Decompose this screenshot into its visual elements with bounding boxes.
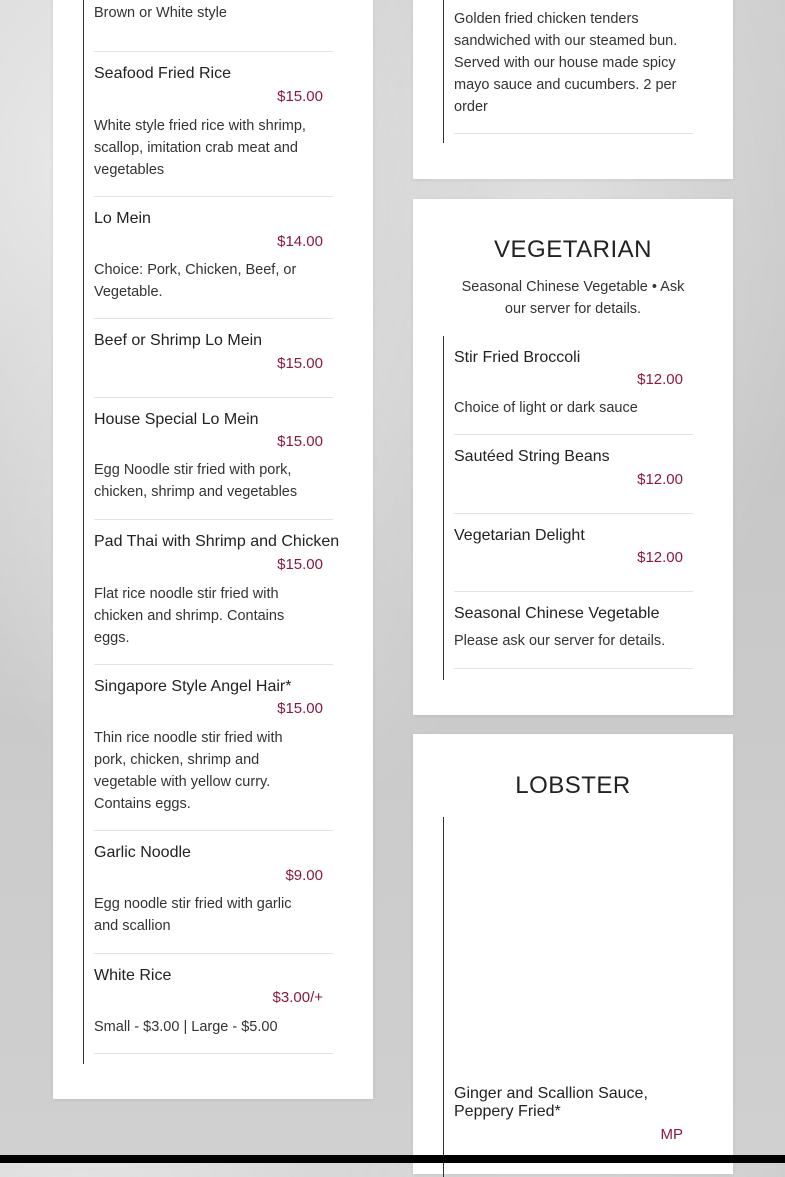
item-price: $15.00 [277, 433, 323, 450]
item-price: $15.00 [277, 556, 323, 573]
list-item [94, 830, 333, 954]
item-desc: Golden fried chicken tenders sandwiched with our steamed bun. Served with our house made spicy mayo sauce and cucumbers. 2 per order [454, 11, 678, 115]
item-price: $12.00 [637, 549, 683, 566]
item-name: House Special Lo Mein [94, 411, 259, 428]
list-item [454, 513, 693, 592]
lobster-card [413, 734, 733, 1174]
section-subtitle: Seasonal Chinese Vegetable • Ask our server for details. [461, 279, 685, 317]
item-price: $3.00/+ [272, 989, 323, 1006]
list-item [94, 397, 333, 520]
vegetarian-card [413, 199, 733, 715]
list-item [454, 336, 693, 435]
item-name: Sautéed String Beans [454, 448, 610, 465]
item-desc: Please ask our server for details. [454, 633, 666, 649]
item-name: Seasonal Chinese Vegetable [454, 605, 660, 622]
item-desc: Brown or White style [94, 5, 227, 21]
list-item [454, 817, 693, 1157]
item-name: Lo Mein [94, 210, 151, 227]
bottom-bar [0, 1155, 785, 1163]
item-name: Stir Fried Broccoli [454, 349, 581, 366]
item-desc: Thin rice noodle stir fried with pork, chicken, shrimp and vegetable with yellow curry. Contains eggs. [94, 730, 283, 812]
list-item [94, 51, 333, 197]
list-item [94, 664, 333, 831]
item-desc: Egg Noodle stir fried with pork, chicken, shrimp and vegetables [94, 462, 298, 500]
section-title: VEGETARIAN [494, 236, 652, 263]
noodles-rice-card [53, 0, 373, 1099]
item-desc: White style fried rice with shrimp, scallop, imitation crab meat and vegetables [94, 118, 306, 178]
item-price: $15.00 [277, 355, 323, 372]
item-name: Seafood Fried Rice [94, 65, 231, 82]
item-name: Pad Thai with Shrimp and Chicken [94, 533, 340, 550]
item-price: $12.00 [637, 471, 683, 488]
item-price: $12.00 [637, 371, 683, 388]
item-price: $14.00 [277, 233, 323, 250]
item-price: $15.00 [277, 700, 323, 717]
list-item [94, 318, 333, 398]
list-item [94, 196, 333, 319]
item-desc: Small - $3.00 | Large - $5.00 [94, 1019, 278, 1035]
noodles-rice-list [83, 0, 340, 1064]
vegetarian-list [443, 336, 683, 680]
section-title: LOBSTER [515, 772, 631, 799]
item-desc: Choice of light or dark sauce [454, 400, 638, 416]
chicken-bun-card [413, 0, 733, 179]
item-name: Beef or Shrimp Lo Mein [94, 332, 263, 349]
item-desc: Flat rice noodle stir fried with chicken and shrimp. Contains eggs. [94, 586, 285, 646]
item-name: Singapore Style Angel Hair* [94, 678, 292, 695]
item-price: $9.00 [285, 867, 323, 884]
item-price: MP [660, 1126, 683, 1143]
item-name: Ginger and Scallion Sauce, Peppery Fried* [454, 1085, 648, 1120]
item-name: White Rice [94, 967, 172, 984]
item-name: Vegetarian Delight [454, 527, 585, 544]
lobster-list [443, 817, 683, 1177]
item-desc: Egg noodle stir fried with garlic and scallion [94, 896, 292, 934]
list-item [94, 0, 333, 52]
list-item [454, 591, 693, 669]
chicken-bun-list [443, 0, 678, 143]
item-price: $15.00 [277, 88, 323, 105]
item-desc: Choice: Pork, Chicken, Beef, or Vegetable. [94, 262, 297, 300]
list-item [94, 519, 340, 665]
list-item [454, 434, 693, 514]
list-item [454, 0, 693, 134]
list-item [94, 953, 333, 1054]
item-name: Garlic Noodle [94, 844, 191, 861]
